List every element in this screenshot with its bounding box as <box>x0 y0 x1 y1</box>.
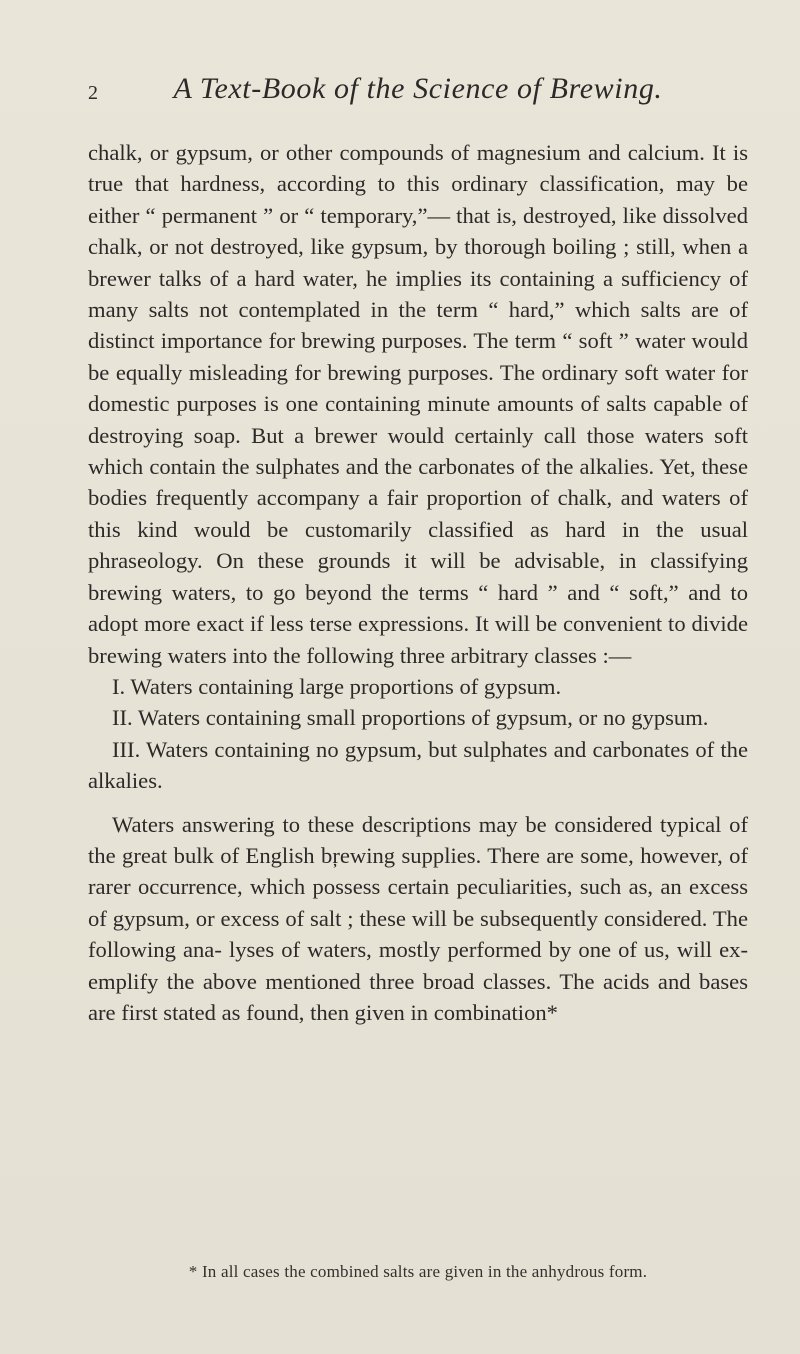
list-item-class-1 <box>88 671 748 702</box>
body-text <box>88 137 748 1028</box>
footnote: * In all cases the combined salts are given in the anhydrous form. <box>188 1262 648 1281</box>
paragraph-2: Waters answering to these descriptions may be considered typical of the great bulk of English bŗewing supplies. There are some, however, of rarer occurrence, which possess certain peculiarities, such as, an excess of gypsum, or excess of salt ; these will be subsequently considered. The following ana- lyses of waters, mostly performed by one of us, will ex- emplify the above mentioned three broad classes. The acids and bases are first stated as found, then given in combination* <box>88 811 748 1025</box>
list-item-text: II. Waters containing small proportions of gypsum, or no gypsum. <box>112 705 709 731</box>
list-item-class-2 <box>88 702 748 733</box>
classes-list <box>88 671 748 797</box>
page-number: 2 <box>88 82 99 104</box>
running-head: A Text-Book of the Science of Brewing. <box>173 72 663 105</box>
page-header <box>88 72 748 112</box>
paragraph-1: chalk, or gypsum, or other compounds of magnesium and calcium. It is true that hardness, according to this ordinary classification, may be either “ permanent ” or “ temporary,”— that is, destroyed, like dissolved chalk, or not destroyed, like gypsum, by thorough boiling ; still, when a brewer talks of a hard water, he implies its containing a sufficiency of many salts not contemplated in the term “ hard,” which salts are of distinct importance for brewing purposes. The term “ soft ” water would be equally misleading for brewing purposes. The ordinary soft water for domestic purposes is one containing minute amounts of salts capable of destroying soap. But a brewer would certainly call those waters soft which contain the sulphates and the carbonates of the alkalies. Yet, these bodies frequently accompany a fair proportion of chalk, and waters of this kind would be customarily classified as hard in the usual phraseology. On these grounds it will be advisable, in classifying brewing waters, to go beyond the terms “ hard ” and “ soft,” and to adopt more exact if less terse expressions. It will be convenient to divide brewing waters into the following three arbitrary classes :— <box>88 140 748 668</box>
list-item-text: I. Waters containing large proportions of gypsum. <box>112 673 562 699</box>
list-item-class-3 <box>88 734 748 797</box>
list-item-text: III. Waters containing no gypsum, but sulphates and carbonates of the alkalies. <box>88 736 748 794</box>
